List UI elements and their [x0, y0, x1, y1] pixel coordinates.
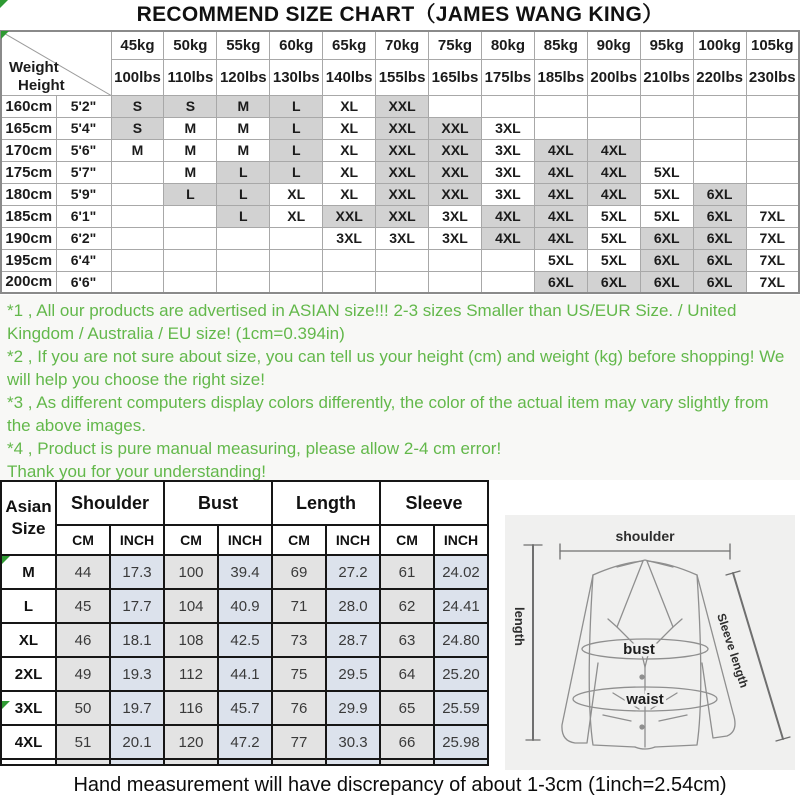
- size-cell: [111, 249, 164, 271]
- waist-label: waist: [626, 691, 664, 708]
- height-row: [1, 227, 799, 249]
- height-cm-label: 180cm: [1, 183, 56, 205]
- size-cell: M: [164, 117, 217, 139]
- height-cm-label: 190cm: [1, 227, 56, 249]
- weight-kg-header: 90kg: [587, 31, 640, 59]
- weight-kg-header: 45kg: [111, 31, 164, 59]
- size-cell: [693, 95, 746, 117]
- unit-header-inch: INCH: [218, 525, 272, 555]
- size-cell: 6XL: [587, 271, 640, 293]
- size-grid-table: [0, 30, 800, 294]
- measure-value: 19.7: [110, 691, 164, 725]
- measure-value: 27.2: [326, 555, 380, 589]
- weight-lbs-header: 210lbs: [640, 59, 693, 95]
- note-3: *3 , As different computers display colors differently, the color of the actual item may vary slightly from the above images.: [7, 393, 769, 435]
- size-cell: 3XL: [481, 139, 534, 161]
- size-cell: 6XL: [693, 205, 746, 227]
- measure-row: [1, 657, 488, 691]
- size-cell: 4XL: [587, 139, 640, 161]
- measure-value: 29.9: [326, 691, 380, 725]
- size-cell: XL: [323, 139, 376, 161]
- height-ft-label: 6'6": [56, 271, 111, 293]
- size-cell: XL: [323, 161, 376, 183]
- height-ft-label: 5'9": [56, 183, 111, 205]
- size-cell: [217, 271, 270, 293]
- size-cell: L: [217, 161, 270, 183]
- measure-value: 65: [380, 691, 434, 725]
- size-cell: 3XL: [481, 117, 534, 139]
- weight-kg-header: 105kg: [746, 31, 799, 59]
- size-cell: [693, 161, 746, 183]
- size-cell: 6XL: [693, 227, 746, 249]
- measure-value: 17.3: [110, 555, 164, 589]
- empty-cell: [326, 759, 380, 765]
- unit-header-inch: INCH: [110, 525, 164, 555]
- size-cell: [481, 249, 534, 271]
- measurements-table: [0, 480, 489, 766]
- height-row: [1, 139, 799, 161]
- height-cm-label: 185cm: [1, 205, 56, 227]
- size-cell: XXL: [429, 139, 482, 161]
- size-cell: XXL: [376, 95, 429, 117]
- note-4: *4 , Product is pure manual measuring, please allow 2-4 cm error!: [7, 439, 502, 458]
- measure-value: 75: [272, 657, 326, 691]
- asian-size-label: 3XL: [1, 691, 56, 725]
- size-cell: 3XL: [323, 227, 376, 249]
- weight-lbs-header: 120lbs: [217, 59, 270, 95]
- weight-lbs-header: 185lbs: [534, 59, 587, 95]
- size-cell: [323, 249, 376, 271]
- size-cell: [640, 95, 693, 117]
- size-cell: 3XL: [376, 227, 429, 249]
- size-cell: [746, 139, 799, 161]
- size-cell: [111, 183, 164, 205]
- size-cell: M: [217, 117, 270, 139]
- size-cell: [534, 117, 587, 139]
- height-cm-label: 195cm: [1, 249, 56, 271]
- measure-value: 45: [56, 589, 110, 623]
- measure-value: 24.80: [434, 623, 488, 657]
- size-cell: 4XL: [481, 227, 534, 249]
- weight-kg-header: 50kg: [164, 31, 217, 59]
- measure-value: 76: [272, 691, 326, 725]
- size-cell: [534, 95, 587, 117]
- height-ft-label: 6'4": [56, 249, 111, 271]
- size-cell: [217, 227, 270, 249]
- height-row: [1, 249, 799, 271]
- measure-value: 73: [272, 623, 326, 657]
- size-cell: 6XL: [640, 227, 693, 249]
- measure-value: 49: [56, 657, 110, 691]
- unit-header-inch: INCH: [326, 525, 380, 555]
- measure-value: 19.3: [110, 657, 164, 691]
- size-cell: [164, 227, 217, 249]
- height-cm-label: 160cm: [1, 95, 56, 117]
- asian-size-label: 2XL: [1, 657, 56, 691]
- measure-value: 116: [164, 691, 218, 725]
- size-cell: [217, 249, 270, 271]
- size-cell: [746, 117, 799, 139]
- size-cell: [429, 249, 482, 271]
- measure-value: 25.59: [434, 691, 488, 725]
- size-cell: M: [111, 139, 164, 161]
- asian-size-label: L: [1, 589, 56, 623]
- measure-value: 63: [380, 623, 434, 657]
- weight-lbs-header: 140lbs: [323, 59, 376, 95]
- height-cm-label: 175cm: [1, 161, 56, 183]
- unit-header-cm: CM: [380, 525, 434, 555]
- weight-kg-header: 75kg: [429, 31, 482, 59]
- measure-value: 25.20: [434, 657, 488, 691]
- sleeve-length-label: Sleeve length: [714, 611, 752, 690]
- height-cm-label: 170cm: [1, 139, 56, 161]
- asian-size-label: M: [1, 555, 56, 589]
- size-cell: 7XL: [746, 205, 799, 227]
- measure-value: 112: [164, 657, 218, 691]
- size-cell: XXL: [429, 117, 482, 139]
- size-cell: L: [217, 205, 270, 227]
- weight-lbs-header: 165lbs: [429, 59, 482, 95]
- measure-value: 28.0: [326, 589, 380, 623]
- size-cell: 6XL: [693, 249, 746, 271]
- excel-corner-marker: [2, 556, 10, 564]
- weight-lbs-header: 100lbs: [111, 59, 164, 95]
- size-cell: XXL: [376, 205, 429, 227]
- partial-row: [1, 759, 488, 765]
- size-cell: 6XL: [640, 271, 693, 293]
- size-cell: 4XL: [481, 205, 534, 227]
- asian-size-corner-cell: [1, 481, 56, 555]
- size-cell: [270, 249, 323, 271]
- size-cell: [323, 271, 376, 293]
- weight-kg-header: 55kg: [217, 31, 270, 59]
- height-ft-label: 6'1": [56, 205, 111, 227]
- weight-kg-header: 65kg: [323, 31, 376, 59]
- size-cell: XXL: [376, 117, 429, 139]
- size-cell: L: [270, 161, 323, 183]
- height-row: [1, 161, 799, 183]
- size-cell: 4XL: [587, 183, 640, 205]
- height-ft-label: 5'7": [56, 161, 111, 183]
- measure-value: 44: [56, 555, 110, 589]
- measure-value: 61: [380, 555, 434, 589]
- notes-section: [0, 295, 800, 480]
- size-cell: L: [164, 183, 217, 205]
- height-row: [1, 183, 799, 205]
- size-cell: L: [270, 139, 323, 161]
- size-cell: XL: [270, 183, 323, 205]
- size-cell: XXL: [429, 161, 482, 183]
- height-row: [1, 95, 799, 117]
- measure-value: 24.02: [434, 555, 488, 589]
- size-cell: 6XL: [534, 271, 587, 293]
- size-cell: 4XL: [534, 161, 587, 183]
- measure-value: 45.7: [218, 691, 272, 725]
- size-cell: XXL: [323, 205, 376, 227]
- excel-corner-marker: [1, 31, 9, 39]
- size-cell: S: [164, 95, 217, 117]
- size-cell: 3XL: [429, 205, 482, 227]
- size-cell: 7XL: [746, 249, 799, 271]
- empty-cell: [56, 759, 110, 765]
- size-cell: 5XL: [640, 205, 693, 227]
- size-cell: [111, 205, 164, 227]
- measure-value: 71: [272, 589, 326, 623]
- unit-header-cm: CM: [56, 525, 110, 555]
- size-cell: [429, 95, 482, 117]
- measure-value: 66: [380, 725, 434, 759]
- size-cell: 5XL: [587, 227, 640, 249]
- size-cell: 4XL: [534, 139, 587, 161]
- size-cell: [481, 271, 534, 293]
- size-grid: [0, 30, 800, 294]
- size-cell: 5XL: [640, 161, 693, 183]
- page-title: RECOMMEND SIZE CHART（JAMES WANG KING）: [136, 3, 664, 26]
- measure-value: 50: [56, 691, 110, 725]
- weight-lbs-header: 110lbs: [164, 59, 217, 95]
- size-cell: 6XL: [640, 249, 693, 271]
- measure-group-header: Bust: [164, 481, 272, 525]
- measurements-section: [0, 480, 489, 766]
- size-cell: 4XL: [587, 161, 640, 183]
- size-cell: 5XL: [534, 249, 587, 271]
- measure-row: [1, 691, 488, 725]
- measure-value: 47.2: [218, 725, 272, 759]
- size-cell: 3XL: [481, 183, 534, 205]
- size-cell: S: [111, 95, 164, 117]
- length-label: length: [512, 607, 527, 646]
- size-cell: XL: [323, 117, 376, 139]
- height-ft-label: 5'2": [56, 95, 111, 117]
- asian-size-label: XL: [1, 623, 56, 657]
- height-ft-label: 5'6": [56, 139, 111, 161]
- measure-value: 44.1: [218, 657, 272, 691]
- corner-weight-label: Weight: [9, 59, 59, 76]
- measure-value: 120: [164, 725, 218, 759]
- height-cm-label: 165cm: [1, 117, 56, 139]
- measure-value: 30.3: [326, 725, 380, 759]
- size-cell: [693, 117, 746, 139]
- size-cell: [270, 227, 323, 249]
- asian-size-label: 4XL: [1, 725, 56, 759]
- weight-kg-header: 70kg: [376, 31, 429, 59]
- size-cell: [376, 271, 429, 293]
- shoulder-label: shoulder: [615, 528, 675, 544]
- size-cell: L: [217, 183, 270, 205]
- height-ft-label: 6'2": [56, 227, 111, 249]
- weight-kg-header: 80kg: [481, 31, 534, 59]
- measure-group-header: Shoulder: [56, 481, 164, 525]
- size-cell: L: [270, 117, 323, 139]
- size-cell: 3XL: [481, 161, 534, 183]
- size-cell: M: [217, 95, 270, 117]
- size-cell: S: [111, 117, 164, 139]
- note-2: *2 , If you are not sure about size, you can tell us your height (cm) and weight (kg) before shopping! We will help you choose the right size!: [7, 347, 785, 389]
- size-cell: [640, 117, 693, 139]
- size-cell: 4XL: [534, 227, 587, 249]
- measure-value: 25.98: [434, 725, 488, 759]
- measure-group-header: Length: [272, 481, 380, 525]
- measure-row: [1, 589, 488, 623]
- note-1: *1 , All our products are advertised in ASIAN size!!! 2-3 sizes Smaller than US/EUR Size. / United Kingdom / Australia / EU size! (1cm=0.394in): [7, 301, 737, 343]
- measure-value: 28.7: [326, 623, 380, 657]
- measure-value: 62: [380, 589, 434, 623]
- measure-row: [1, 623, 488, 657]
- weight-kg-header: 60kg: [270, 31, 323, 59]
- empty-cell: [110, 759, 164, 765]
- size-cell: [481, 95, 534, 117]
- weight-lbs-header: 155lbs: [376, 59, 429, 95]
- measure-value: 46: [56, 623, 110, 657]
- weight-kg-header: 85kg: [534, 31, 587, 59]
- weight-kg-header: 95kg: [640, 31, 693, 59]
- unit-header-cm: CM: [164, 525, 218, 555]
- size-cell: 5XL: [587, 249, 640, 271]
- size-cell: [746, 95, 799, 117]
- size-cell: [587, 117, 640, 139]
- measure-value: 40.9: [218, 589, 272, 623]
- measure-value: 24.41: [434, 589, 488, 623]
- height-ft-label: 5'4": [56, 117, 111, 139]
- measure-value: 39.4: [218, 555, 272, 589]
- size-cell: XL: [323, 183, 376, 205]
- excel-corner-marker: [2, 701, 10, 709]
- measure-value: 29.5: [326, 657, 380, 691]
- size-cell: 4XL: [534, 205, 587, 227]
- height-row: [1, 271, 799, 293]
- size-cell: M: [164, 161, 217, 183]
- size-cell: 7XL: [746, 227, 799, 249]
- size-cell: [640, 139, 693, 161]
- size-cell: [111, 271, 164, 293]
- size-cell: 5XL: [587, 205, 640, 227]
- measure-value: 104: [164, 589, 218, 623]
- height-row: [1, 117, 799, 139]
- size-cell: [587, 95, 640, 117]
- jacket-diagram: [505, 515, 795, 770]
- weight-lbs-header: 220lbs: [693, 59, 746, 95]
- weight-lbs-header: 175lbs: [481, 59, 534, 95]
- size-cell: XXL: [376, 161, 429, 183]
- size-cell: L: [270, 95, 323, 117]
- measure-value: 100: [164, 555, 218, 589]
- measure-group-header: Sleeve: [380, 481, 488, 525]
- size-cell: [164, 205, 217, 227]
- height-cm-label: 200cm: [1, 271, 56, 293]
- size-cell: [270, 271, 323, 293]
- measure-value: 69: [272, 555, 326, 589]
- size-cell: [429, 271, 482, 293]
- weight-lbs-header: 200lbs: [587, 59, 640, 95]
- jacket-diagram-panel: [505, 515, 795, 770]
- size-cell: [164, 271, 217, 293]
- size-cell: 3XL: [429, 227, 482, 249]
- size-cell: XXL: [376, 183, 429, 205]
- size-cell: XL: [270, 205, 323, 227]
- size-cell: [693, 139, 746, 161]
- size-cell: [746, 183, 799, 205]
- measure-value: 108: [164, 623, 218, 657]
- measure-row: [1, 555, 488, 589]
- measure-value: 77: [272, 725, 326, 759]
- measure-value: 18.1: [110, 623, 164, 657]
- weight-height-corner-cell: [1, 31, 111, 95]
- weight-kg-header: 100kg: [693, 31, 746, 59]
- size-cell: 5XL: [640, 183, 693, 205]
- size-cell: 7XL: [746, 271, 799, 293]
- empty-cell: [272, 759, 326, 765]
- weight-lbs-header: 130lbs: [270, 59, 323, 95]
- measure-value: 42.5: [218, 623, 272, 657]
- empty-cell: [1, 759, 56, 765]
- asian-label: Asian: [5, 497, 52, 516]
- size-cell: XXL: [376, 139, 429, 161]
- measure-value: 17.7: [110, 589, 164, 623]
- size-cell: [376, 249, 429, 271]
- size-cell: XXL: [429, 183, 482, 205]
- empty-cell: [434, 759, 488, 765]
- bust-label: bust: [623, 641, 655, 658]
- height-row: [1, 205, 799, 227]
- weight-lbs-header: 230lbs: [746, 59, 799, 95]
- size-cell: 6XL: [693, 183, 746, 205]
- size-cell: [746, 161, 799, 183]
- measure-value: 64: [380, 657, 434, 691]
- measure-value: 20.1: [110, 725, 164, 759]
- empty-cell: [164, 759, 218, 765]
- size-cell: [111, 227, 164, 249]
- size-label-text: Size: [11, 519, 46, 538]
- measure-value: 51: [56, 725, 110, 759]
- unit-header-inch: INCH: [434, 525, 488, 555]
- unit-header-cm: CM: [272, 525, 326, 555]
- measure-row: [1, 725, 488, 759]
- size-cell: 4XL: [534, 183, 587, 205]
- footer-note: Hand measurement will have discrepancy of about 1-3cm (1inch=2.54cm): [73, 774, 727, 796]
- size-cell: [111, 161, 164, 183]
- size-cell: 6XL: [693, 271, 746, 293]
- size-cell: XL: [323, 95, 376, 117]
- size-cell: M: [217, 139, 270, 161]
- excel-corner-marker: [0, 0, 8, 8]
- empty-cell: [380, 759, 434, 765]
- empty-cell: [218, 759, 272, 765]
- corner-height-label: Height: [18, 77, 65, 94]
- size-cell: [164, 249, 217, 271]
- size-cell: M: [164, 139, 217, 161]
- thank-you-note: Thank you for your understanding!: [7, 462, 266, 481]
